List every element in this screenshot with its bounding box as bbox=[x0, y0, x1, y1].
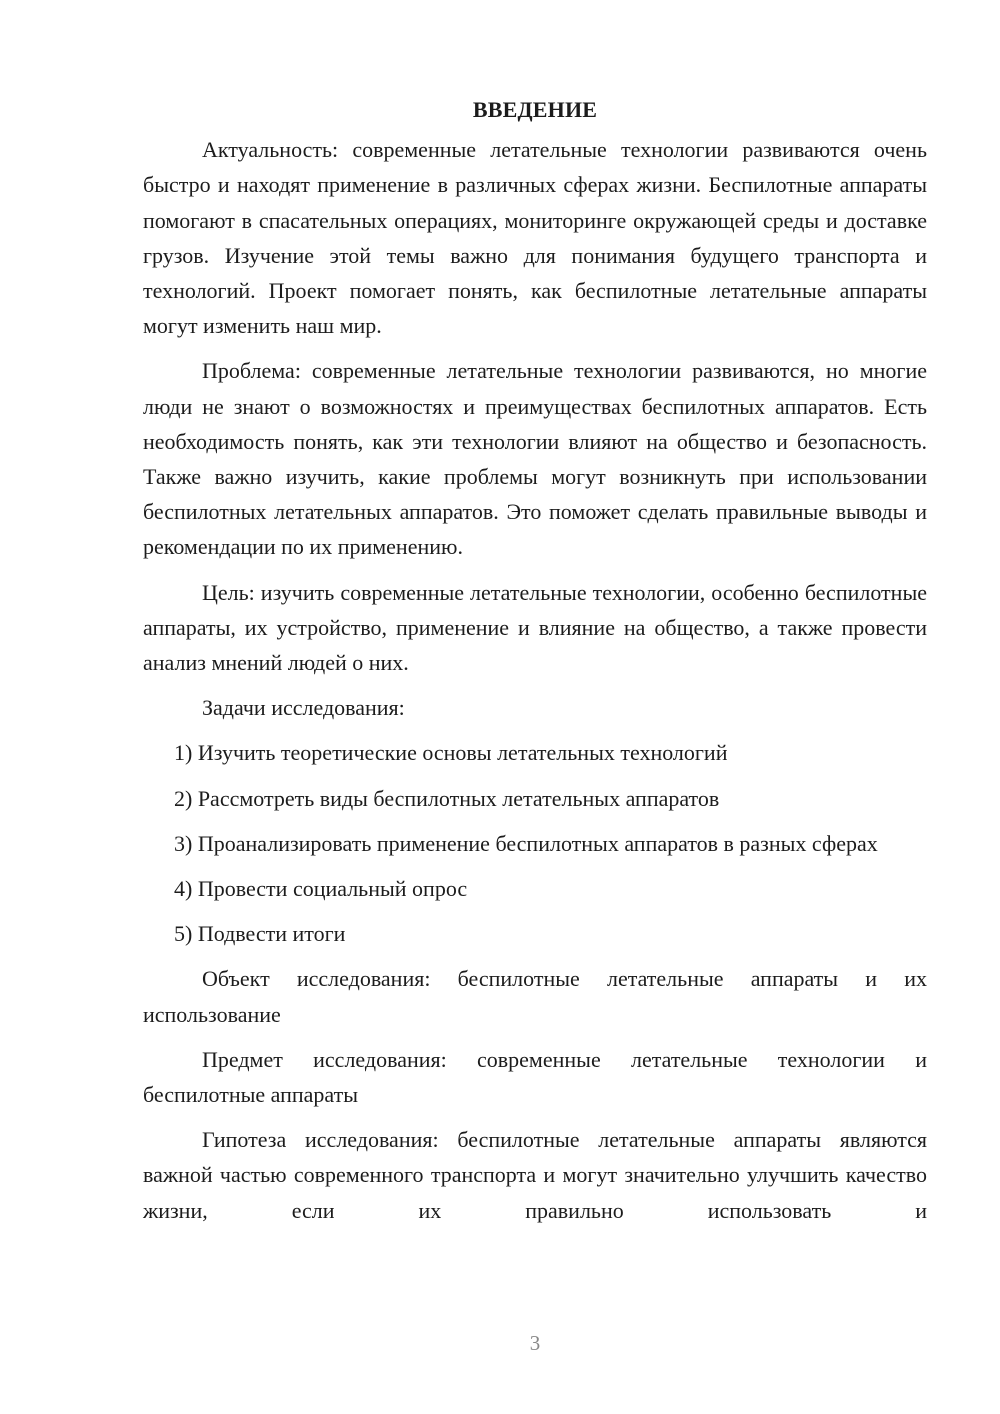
section-title: ВВЕДЕНИЕ bbox=[472, 97, 598, 122]
task-item-3: 3) Проанализировать применение беспилотных аппаратов в разных сферах bbox=[174, 830, 878, 856]
paragraph-object: Объект исследования: беспилотные летательные аппараты и их использование bbox=[143, 966, 927, 1027]
task-item-4: 4) Провести социальный опрос bbox=[174, 876, 468, 902]
paragraph-problem: Проблема: современные летательные технологии развиваются, но многие люди не знают о возможностях и преимуществах беспилотных аппаратов. Есть необходимость понять, как эти технологии влияют на общество и безопасность. Также важно изучить, какие проблемы могут возникнуть при использовании беспилотных летательных аппаратов. Это поможет сделать правильные выводы и рекомендации по их применению. bbox=[143, 358, 927, 560]
paragraph-subject: Предмет исследования: современные летательные технологии и беспилотные аппараты bbox=[143, 1046, 927, 1108]
page-number: 3 bbox=[529, 1331, 541, 1355]
task-item-1: 1) Изучить теоретические основы летательных технологий bbox=[174, 740, 728, 766]
paragraph-goal: Цель: изучить современные летательные технологии, особенно беспилотные аппараты, их устройство, применение и влияние на общество, а также провести анализ мнений людей о них. bbox=[143, 579, 927, 676]
paragraph-tasks-heading: Задачи исследования: bbox=[202, 695, 405, 721]
paragraph-relevance: Актуальность: современные летательные технологии развиваются очень быстро и находят применение в различных сферах жизни. Беспилотные аппараты помогают в спасательных операциях, мониторинге окружающей среды и доставке грузов. Изучение этой темы важно для понимания будущего транспорта и технологий. Проект помогает понять, как беспилотные летательные аппараты могут изменить наш мир. bbox=[143, 137, 927, 339]
document-page bbox=[143, 92, 927, 1238]
task-item-5: 5) Подвести итоги bbox=[174, 921, 346, 947]
task-item-2: 2) Рассмотреть виды беспилотных летательных аппаратов bbox=[174, 785, 720, 811]
paragraph-hypothesis: Гипотеза исследования: беспилотные летательные аппараты являются важной частью современного транспорта и могут значительно улучшить качество жизни, если их правильно использовать и bbox=[143, 1127, 927, 1223]
